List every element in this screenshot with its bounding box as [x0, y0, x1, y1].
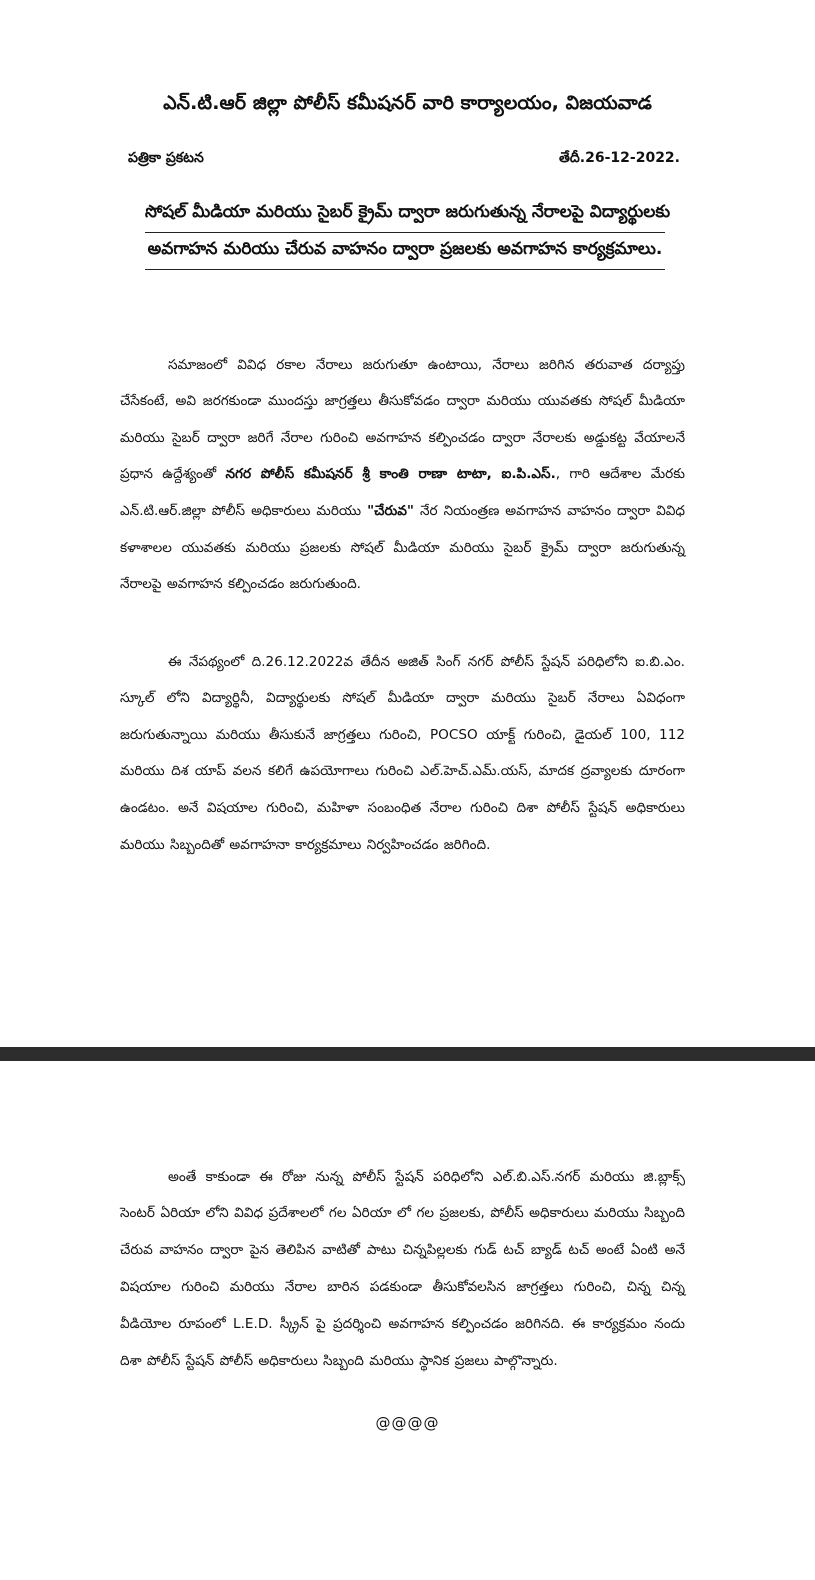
cheruva-label: "చేరువ" — [367, 502, 414, 519]
closing-marks: @@@@ — [375, 1414, 440, 1432]
paragraph-1-text-a: సమాజంలో వివిధ రకాల నేరాలు జరుగుతూ ఉంటాయి, నేరాలు జరిగిన తరువాత దర్యాప్తు చేసేకంటే, అవి జరగకుండా ముందస్తు జాగ్రత్తలు తీసుకోవడం ద్వారా మరియు యువతకు సోషల్ మీడియా మరియు సైబర్ ద్వారా జరిగే నేరాల గురించి అవగాహన కల్పించడం ద్వారా నేరాలకు అడ్డుకట్ట వేయాలనే ప్రధాన ఉద్దేశ్యంతో — [120, 356, 685, 483]
subject-line-2: అవగాహన మరియు చేరువ వాహనం ద్వారా ప్రజలకు అవగాహన కార్యక్రమాలు. — [145, 233, 665, 270]
paragraph-1 — [120, 347, 685, 603]
page-divider — [0, 1047, 815, 1061]
press-release-date: తేదీ.26-12-2022. — [559, 150, 680, 166]
paragraph-1-text-c: నేర నియంత్రణ అవగాహన వాహనం ద్వారా వివిధ కళాశాలల యువతకు మరియు ప్రజలకు సోషల్ మీడియా మరియు సైబర్ క్రైమ్ ద్వారా జరుగుతున్న నేరాలపై అవగాహన కల్పించడం జరుగుతుంది. — [120, 502, 685, 593]
office-title: ఎన్.టి.ఆర్ జిల్లా పోలీస్ కమీషనర్ వారి కార్యాలయం, విజయవాడ — [163, 92, 652, 114]
paragraph-1-text-b: , గారి ఆదేశాల మేరకు ఎన్.టి.ఆర్.జిల్లా పోలీస్ అధికారులు మరియు — [120, 466, 685, 519]
subject-heading — [145, 196, 671, 270]
press-release-label: పత్రికా ప్రకటన — [128, 150, 204, 166]
subject-line-1: సోషల్ మీడియా మరియు సైబర్ క్రైమ్ ద్వారా జరుగుతున్న నేరాలపై విద్యార్థులకు — [145, 196, 665, 233]
commissioner-name: నగర పోలీస్ కమీషనర్ శ్రీ కాంతి రాణా టాటా, ఐ.పి.ఎస్. — [225, 466, 556, 483]
paragraph-2: ఈ నేపథ్యంలో ది.26.12.2022వ తేదీన అజిత్ సింగ్ నగర్ పోలీస్ స్టేషన్ పరిధిలోని ఐ.బి.ఎం. స్కూల్ లోని విద్యార్థినీ, విద్యార్థులకు సోషల్ మీడియా ద్వారా మరియు సైబర్ నేరాలు ఏవిధంగా జరుగుతున్నాయి మరియు తీసుకునే జాగ్రత్తలు గురించి, POCSO యాక్ట్ గురించి, డైయల్ 100, 112 మరియు దిశ యాప్ వలన కలిగే ఉపయోగాలు గురించి ఎల్.హెచ్.ఎమ్.యస్, మాదక ద్రవ్యాలకు దూరంగా ఉండటం. అనే విషయాల గురించి, మహిళా సంబంధిత నేరాల గురించి దిశా పోలీస్ స్టేషన్ అధికారులు మరియు సిబ్బందితో అవగాహనా కార్యక్రమాలు నిర్వహించడం జరిగింది. — [120, 653, 685, 853]
paragraph-3: అంతే కాకుండా ఈ రోజు నున్న పోలీస్ స్టేషన్ పరిధిలోని ఎల్.బి.ఎస్.నగర్ మరియు జి.బ్లాక్స్ సెంటర్ ఏరియా లోని వివిధ ప్రదేశాలలో గల ఏరియా లో గల ప్రజలకు, పోలీస్ అధికారులు మరియు సిబ్బంది చేరువ వాహనం ద్వారా పైన తెలిపిన వాటితో పాటు చిన్నపిల్లలకు గుడ్ టచ్ బ్యాడ్ టచ్ అంటే ఏంటి అనే విషయాల గురించి మరియు నేరాల బారిన పడకుండా తీసుకోవలసిన జాగ్రత్తలు గురించి, చిన్న చిన్న వీడియోల రూపంలో L.E.D. స్క్రీన్ పై ప్రదర్శించి అవగాహన కల్పించడం జరిగినది. ఈ కార్యక్రమం నందు దిశా పోలీస్ స్టేషన్ పోలీస్ అధికారులు సిబ్బంది మరియు స్థానిక ప్రజలు పాల్గొన్నారు. — [120, 1168, 685, 1369]
